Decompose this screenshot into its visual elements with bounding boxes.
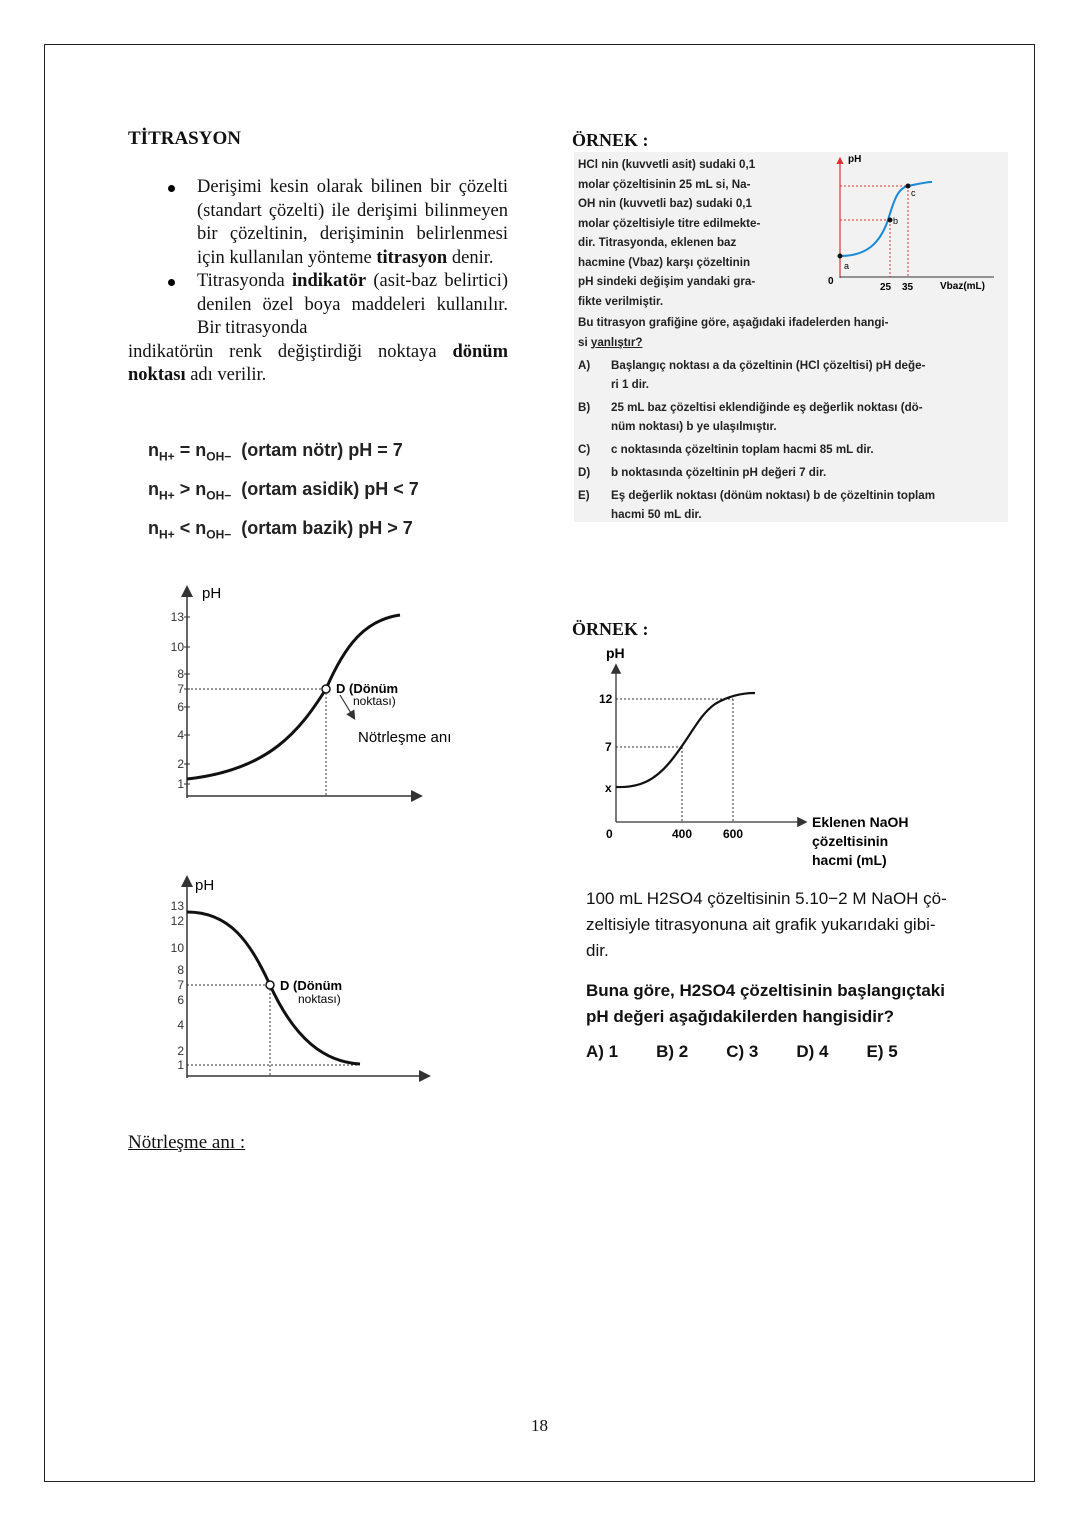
tick-label: 2 (177, 1044, 184, 1058)
equation-basic: $n_{H+} < n_{OH-}$ (ortam bazik) pH > 7 (148, 518, 413, 542)
pointer-arrow (340, 695, 354, 718)
y-axis-label: pH (606, 645, 625, 661)
bullet-indicator-continued: indikatörün renk değiştirdiği noktaya dönüm noktası adı verilir. (128, 341, 509, 385)
tick-label: 4 (177, 728, 184, 742)
page-number: 18 (531, 1416, 548, 1435)
label-b: b (893, 216, 899, 226)
neutralization-label: Nötrleşme anı : (128, 1132, 246, 1153)
x-axis-label: hacmi (mL) (812, 852, 887, 868)
origin-label: 0 (606, 827, 613, 841)
tick-label: 10 (170, 640, 184, 654)
point-a (838, 254, 843, 259)
tick-label: 13 (170, 610, 184, 624)
tick-label: 12 (599, 692, 613, 706)
tick-label: 400 (672, 827, 693, 841)
tick-label: 8 (177, 963, 184, 977)
bullet-dot (168, 279, 175, 286)
tick-label: 7 (177, 682, 184, 696)
bullet-dot (168, 185, 175, 192)
tick-label: 6 (177, 700, 184, 714)
tick-label: 12 (170, 914, 184, 928)
tick-label: 4 (177, 1018, 184, 1032)
example1-heading: ÖRNEK : (572, 130, 649, 150)
tick-label: 35 (902, 282, 914, 293)
bullet-indicator: Titrasyonda indikatör (asit-baz belirtici) denilen özel boya maddeleri kullanılır. Bir titrasyonda (128, 270, 508, 341)
equation-acidic: $n_{H+} > n_{OH-}$ (ortam asidik) pH < 7 (148, 479, 419, 503)
tick-label: 25 (880, 282, 892, 293)
tick-label: 600 (723, 827, 744, 841)
option-e: E) 5 (866, 1042, 898, 1061)
tick-label: 13 (170, 899, 184, 913)
tick-label: 2 (177, 757, 184, 771)
equation-neutral: $n_{H+} = n_{OH-}$ (ortam nötr) pH = 7 (148, 440, 403, 464)
example1-question: Bu titrasyon grafiğine göre, aşağıdaki ifadelerden hangi- si yanlıştır? (578, 316, 889, 349)
intro-bullets (128, 176, 508, 388)
graph-base-titration (160, 872, 450, 1084)
example1-options (578, 356, 1003, 524)
example2-options (586, 1039, 956, 1065)
y-axis-label: pH (848, 154, 862, 165)
point-label: D (Dönüm (280, 978, 343, 993)
equivalence-point (322, 685, 330, 693)
x-axis-label: çözeltisinin (812, 833, 889, 849)
option-c: C) c noktasında çözeltinin toplam hacmi 85 mL dir. (578, 443, 874, 456)
example2-question: Buna göre, H2SO4 çözeltisinin başlangıçtaki pH değeri aşağıdakilerden hangisidir? (586, 981, 945, 1026)
tick-label: 6 (177, 993, 184, 1007)
y-axis-label: pH (195, 877, 215, 894)
example1-graph (822, 148, 1002, 298)
point-b (888, 218, 893, 223)
label-a: a (844, 261, 850, 271)
label-c: c (911, 188, 916, 198)
origin-label: 0 (828, 276, 834, 287)
bullet-titration-definition: Derişimi kesin olarak bilinen bir çözelti (standart çözelti) ile derişimi bilinmeyen bir çözeltinin, derişiminin belirlenmesi için kullanılan yönteme titrasyon denir. (128, 176, 508, 270)
point-label: noktası) (353, 694, 396, 708)
point-label: noktası) (298, 992, 341, 1006)
tick-label: 7 (605, 740, 612, 754)
tick-label: x (605, 781, 612, 795)
equivalence-point (266, 981, 274, 989)
example2-text: 100 mL H2SO4 çözeltisinin 5.10−2 M NaOH çö- zeltisiyle titrasyonuna ait grafik yukarıdaki gibi- dir. (586, 889, 947, 960)
example2-graph (580, 640, 940, 875)
annotation: Nötrleşme anı (358, 729, 452, 746)
tick-label: 7 (177, 978, 184, 992)
tick-label: 10 (170, 941, 184, 955)
option-b: B) 2 (656, 1042, 689, 1061)
x-axis-label: Vbaz(mL) (940, 281, 985, 292)
titration-curve (840, 182, 932, 256)
option-b: B) 25 mL baz çözeltisi eklendiğinde eş değerlik noktası (dö- nüm noktası) b ye ulaşılmıştır. (578, 401, 923, 433)
option-c: C) 3 (726, 1042, 759, 1061)
option-a: A) 1 (586, 1042, 619, 1061)
point-label: D (Dönüm (336, 681, 399, 696)
option-e: E) Eş değerlik noktası (dönüm noktası) b de çözeltinin toplam hacmi 50 mL dir. (578, 489, 936, 521)
tick-label: 1 (177, 1058, 184, 1072)
graph-acid-titration (160, 580, 480, 805)
tick-label: 8 (177, 667, 184, 681)
section-title: TİTRASYON (128, 128, 241, 149)
option-d: D) b noktasında çözeltinin pH değeri 7 dir. (578, 466, 827, 479)
point-c (906, 184, 911, 189)
option-a: A) Başlangıç noktası a da çözeltinin (HCl çözeltisi) pH değe- ri 1 dir. (578, 359, 926, 391)
option-d: D) 4 (796, 1042, 829, 1061)
example1-text: HCl nin (kuvvetli asit) sudaki 0,1 molar çözeltisinin 25 mL si, Na- OH nin (kuvvetli baz) sudaki 0,1 molar çözeltisiyle titre edilmekte- dir. Titrasyonda, eklenen baz hacmine (Vbaz) karşı çözeltinin pH sindeki değişim yandaki gra- fikte verilmiştir. (578, 158, 761, 308)
x-axis-label: Eklenen NaOH (812, 814, 909, 830)
titration-curve (616, 693, 755, 787)
example2-heading: ÖRNEK : (572, 619, 649, 639)
tick-label: 1 (177, 777, 184, 791)
y-axis-label: pH (202, 585, 222, 602)
